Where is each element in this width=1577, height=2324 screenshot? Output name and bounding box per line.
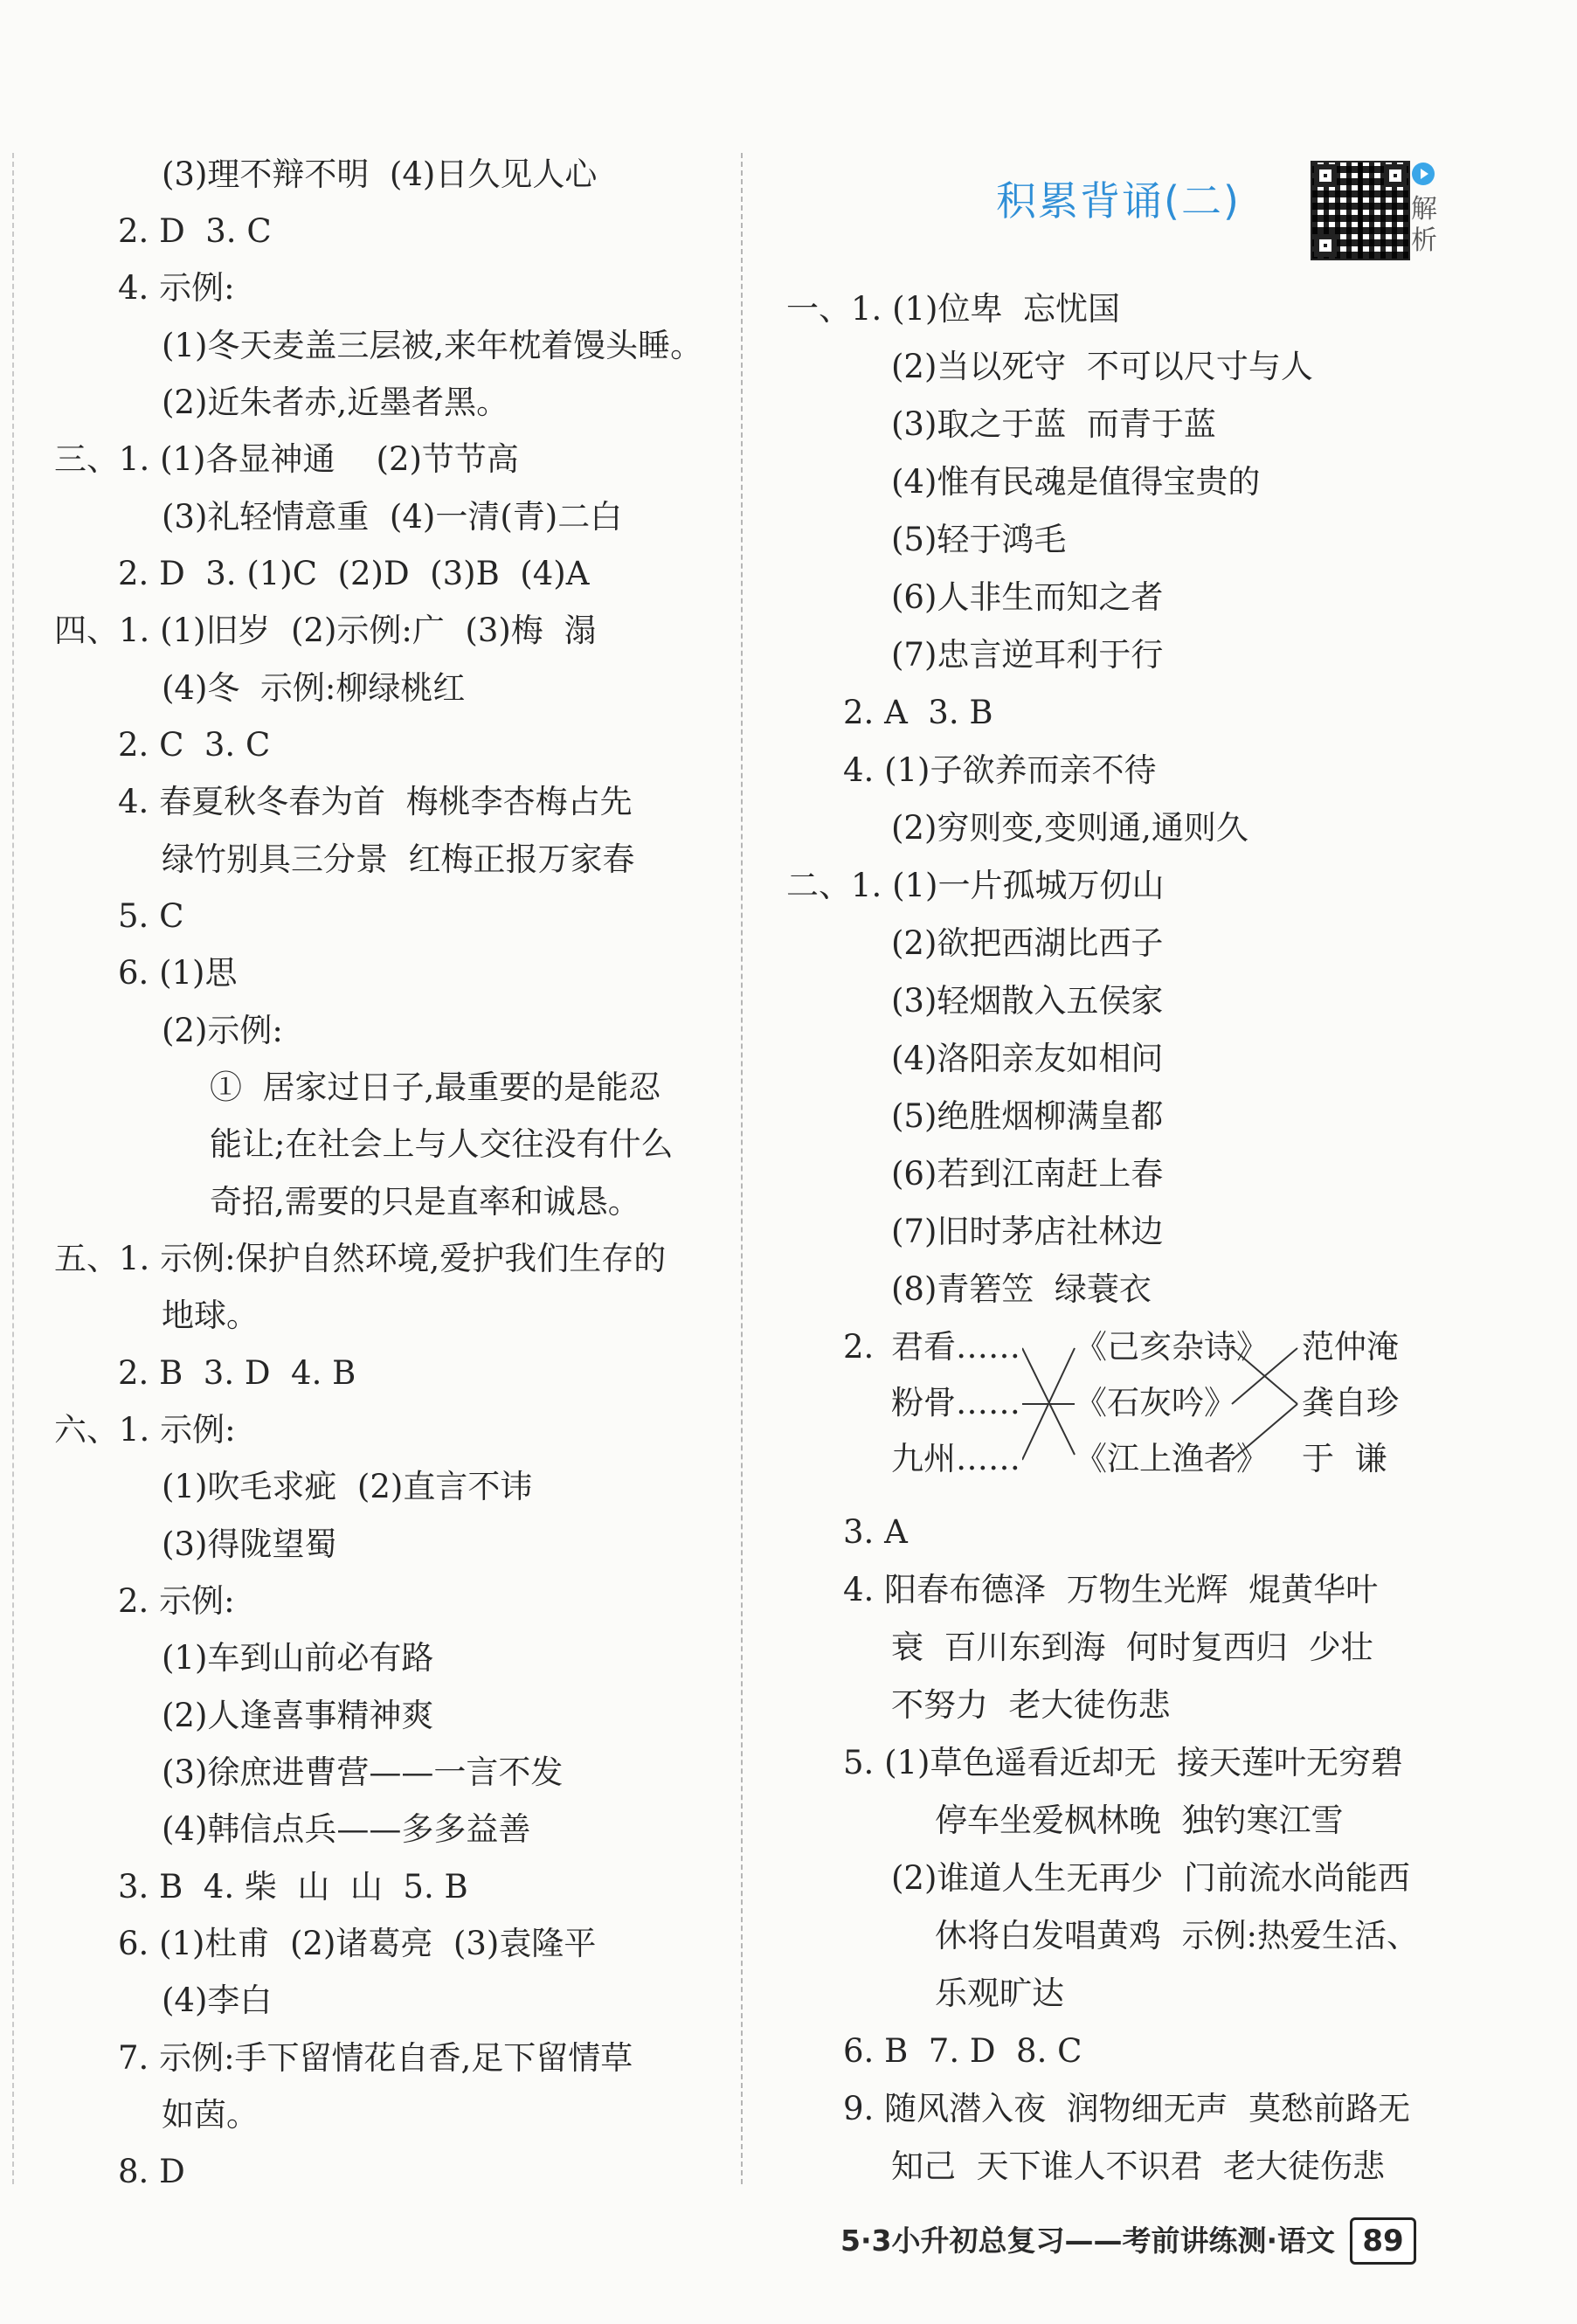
answer-line: 一、1. (1)位卑 忘忧国 <box>786 290 1120 328</box>
match-left-3: 九州…… <box>891 1440 1020 1477</box>
answer-line: (2)示例: <box>162 1012 283 1049</box>
answer-line: (2)当以死守 不可以尺寸与人 <box>891 348 1313 385</box>
answer-line: (2)欲把西湖比西子 <box>891 924 1164 962</box>
match-right-2: 龚自珍 <box>1302 1384 1399 1421</box>
answer-line: (3)轻烟散入五侯家 <box>891 982 1164 1020</box>
match-left-2: 粉骨…… <box>891 1384 1020 1421</box>
answer-line: 如茵。 <box>162 2096 259 2134</box>
match-middle-3: 《江上渔者》 <box>1075 1440 1269 1477</box>
answer-line: (4)冬 示例:柳绿桃红 <box>162 669 466 707</box>
answer-line: 3. A <box>843 1513 908 1551</box>
answer-line: 4. 阳春布德泽 万物生光辉 焜黄华叶 <box>843 1571 1379 1608</box>
match-right-3: 于 谦 <box>1302 1440 1387 1477</box>
answer-line: 9. 随风潜入夜 润物细无声 莫愁前路无 <box>843 2090 1411 2127</box>
answer-line: 乐观旷达 <box>935 1975 1064 2012</box>
answer-line: (3)礼轻情意重 (4)一清(青)二白 <box>162 498 623 536</box>
answer-line: (6)人非生而知之者 <box>891 578 1164 616</box>
answer-line: 六、1. 示例: <box>54 1411 236 1449</box>
qr-code-icon[interactable] <box>1311 161 1410 260</box>
answer-line: (1)吹毛求疵 (2)直言不讳 <box>162 1468 533 1505</box>
match-line-right-3 <box>1232 1404 1297 1460</box>
answer-line: 五、1. 示例:保护自然环境,爱护我们生存的 <box>54 1240 667 1277</box>
answer-line: (3)得陇望蜀 <box>162 1525 337 1563</box>
answer-line: 休将白发唱黄鸡 示例:热爱生活、 <box>935 1917 1419 1954</box>
answer-line: (7)忠言逆耳利于行 <box>891 636 1164 674</box>
answer-line: 8. D <box>118 2153 185 2190</box>
answer-line: (3)徐庶进曹营——一言不发 <box>162 1753 564 1791</box>
answer-line: (7)旧时茅店社林边 <box>891 1213 1164 1250</box>
answer-line: (4)惟有民魂是值得宝贵的 <box>891 463 1261 501</box>
answer-line: (3)理不辩不明 (4)日久见人心 <box>162 156 598 193</box>
left-margin-rule <box>12 153 14 2184</box>
matching-lines <box>1022 1341 1311 1481</box>
answer-line: (4)李白 <box>162 1982 273 2019</box>
answer-line: (1)冬天麦盖三层被,来年枕着馒头睡。 <box>162 327 703 364</box>
column-divider <box>741 153 743 2184</box>
answer-line: 6. (1)杜甫 (2)诸葛亮 (3)袁隆平 <box>118 1925 597 1962</box>
match-right-1: 范仲淹 <box>1302 1328 1399 1366</box>
answer-line: (2)近朱者赤,近墨者黑。 <box>162 384 509 421</box>
answer-line: (4)洛阳亲友如相问 <box>891 1040 1164 1077</box>
answer-line: 2. C 3. C <box>118 726 271 764</box>
match-middle-2: 《石灰吟》 <box>1075 1384 1236 1421</box>
answer-line: 二、1. (1)一片孤城万仞山 <box>786 867 1165 904</box>
section-title: 积累背诵(二) <box>996 177 1241 225</box>
play-icon[interactable] <box>1412 163 1435 185</box>
answer-line: 三、1. (1)各显神通 (2)节节高 <box>54 440 519 478</box>
answer-line: 能让;在社会上与人交往没有什么 <box>210 1125 674 1163</box>
answer-line: 2. D 3. (1)C (2)D (3)B (4)A <box>118 555 590 592</box>
answer-line: 2. A 3. B <box>843 694 993 731</box>
answer-line: (2)人逢喜事精神爽 <box>162 1697 434 1734</box>
answer-line: (3)取之于蓝 而青于蓝 <box>891 405 1216 443</box>
answer-line: 3. B 4. 柴 山 山 5. B <box>118 1868 468 1906</box>
answer-line: 4. (1)子欲养而亲不待 <box>843 751 1157 789</box>
match-middle-1: 《己亥杂诗》 <box>1075 1328 1269 1366</box>
answer-line: 2. B 3. D 4. B <box>118 1354 356 1392</box>
answer-line: (4)韩信点兵——多多益善 <box>162 1810 531 1848</box>
answer-line: 7. 示例:手下留情花自香,足下留情草 <box>118 2039 633 2077</box>
qr-label: 解析 <box>1411 194 1437 256</box>
answer-line: 5. (1)草色遥看近却无 接天莲叶无穷碧 <box>843 1744 1403 1781</box>
answer-line: 4. 春夏秋冬春为首 梅桃李杏梅占先 <box>118 783 633 820</box>
answer-line: (8)青箬笠 绿蓑衣 <box>891 1270 1152 1308</box>
answer-line: 5. C <box>118 897 184 935</box>
answer-line: 四、1. (1)旧岁 (2)示例:广 (3)梅 溻 <box>54 612 597 649</box>
footer-text: 5·3小升初总复习——考前讲练测·语文 <box>840 2224 1335 2258</box>
answer-line: 2. D 3. C <box>118 212 272 250</box>
answer-line: 知己 天下谁人不识君 老大徒伤悲 <box>891 2148 1386 2185</box>
answer-line: 不努力 老大徒伤悲 <box>891 1686 1171 1724</box>
match-left-1: 君看…… <box>891 1328 1020 1366</box>
answer-line: 衰 百川东到海 何时复西归 少壮 <box>891 1629 1373 1666</box>
answer-line: (1)车到山前必有路 <box>162 1639 434 1677</box>
answer-line: 2. 示例: <box>118 1582 235 1620</box>
answer-line: 4. 示例: <box>118 269 235 307</box>
answer-line: 6. (1)思 <box>118 954 238 992</box>
answer-line: (5)轻于鸿毛 <box>891 521 1067 558</box>
answer-line: (2)穷则变,变则通,通则久 <box>891 809 1248 847</box>
answer-line: ① 居家过日子,最重要的是能忍 <box>210 1069 661 1106</box>
answer-line: (2)谁道人生无再少 门前流水尚能西 <box>891 1859 1410 1897</box>
answer-line: 停车坐爱枫林晚 独钓寒江雪 <box>935 1802 1344 1839</box>
answer-line: (5)绝胜烟柳满皇都 <box>891 1097 1164 1135</box>
answer-line: 奇招,需要的只是直率和诚恳。 <box>210 1183 640 1221</box>
answer-line: (6)若到江南赶上春 <box>891 1155 1164 1193</box>
answer-line: 绿竹别具三分景 红梅正报万家春 <box>162 840 635 878</box>
page-number: 89 <box>1350 2217 1416 2265</box>
matching-number: 2. <box>843 1328 875 1366</box>
answer-line: 6. B 7. D 8. C <box>843 2032 1082 2070</box>
answer-line: 地球。 <box>162 1297 259 1334</box>
